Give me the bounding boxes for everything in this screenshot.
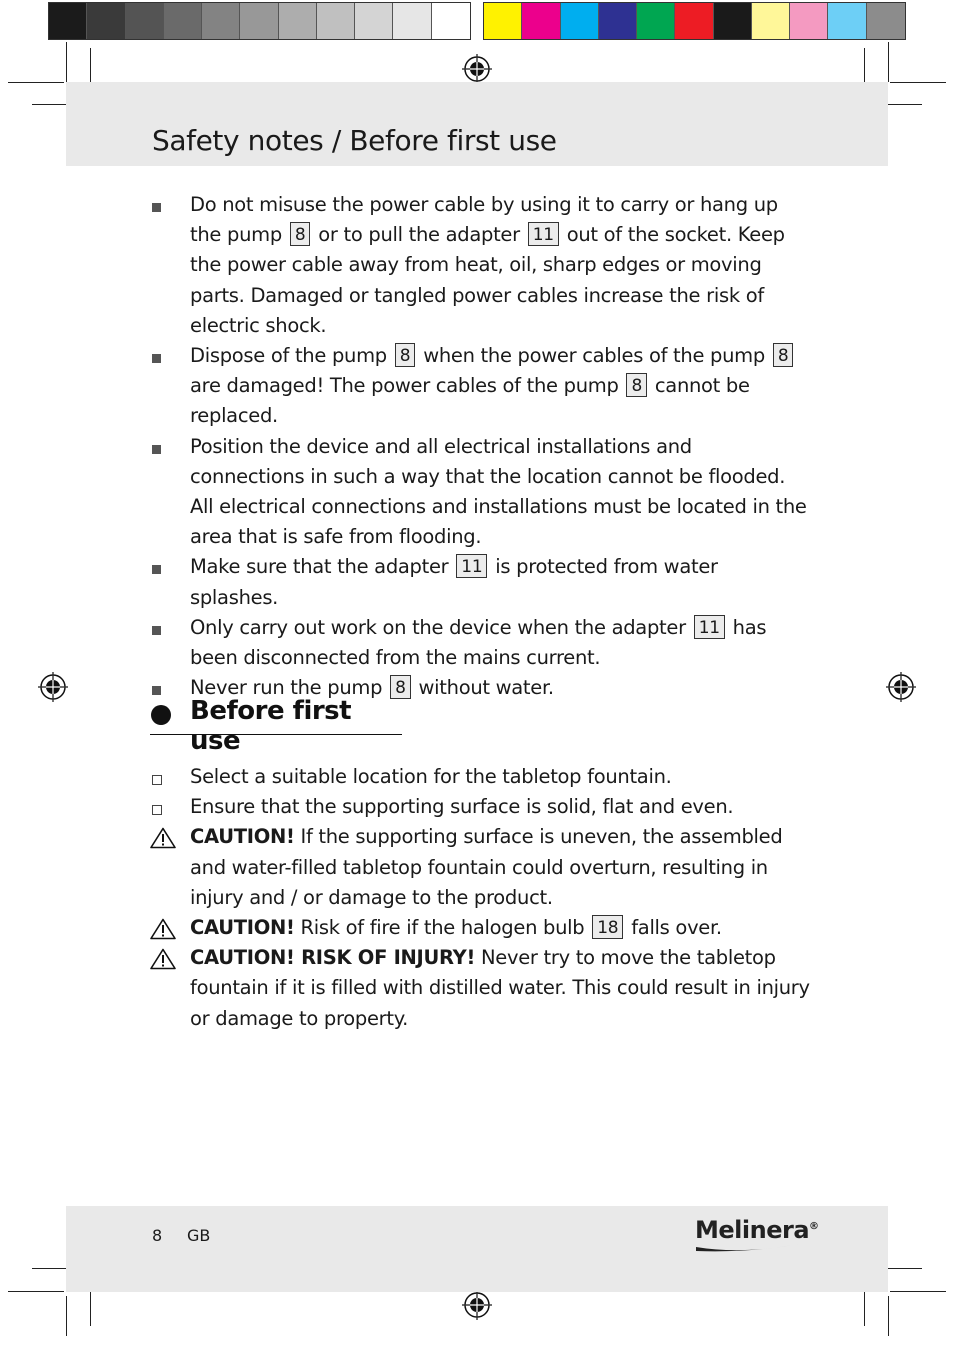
heading-bullet-icon [151,705,171,725]
part-reference-badge: 11 [456,554,487,578]
crop-mark [864,1286,865,1326]
color-swatch [867,3,905,39]
list-item [150,613,810,673]
registration-mark-icon [462,1290,492,1320]
square-bullet-icon [152,203,161,212]
item-text: has been disconnected from the mains current. [190,615,767,670]
warning-triangle-icon [150,948,176,970]
color-swatch [752,3,790,39]
checkbox-bullet-icon [152,805,162,815]
caution-label: CAUTION! [190,916,295,940]
warning-triangle-icon [150,918,176,940]
part-reference-badge: 8 [773,343,794,367]
page-title: Safety notes / Before first use [152,124,557,157]
list-item [150,913,810,943]
gray-swatch [355,3,393,39]
part-reference-badge: 8 [395,343,416,367]
crop-mark [90,1286,91,1326]
item-text: Risk of fire if the halogen bulb [294,916,591,940]
part-reference-badge: 8 [626,373,647,397]
gray-swatch [279,3,317,39]
section-heading-text: Before first use [190,696,352,756]
item-text: Position the device and all electrical installations and connections in such a way that the location cannot be flooded. All electrical connections and installations must be located in the area that is safe from flooding. [190,434,807,549]
list-item [150,341,810,432]
item-text: falls over. [625,916,722,940]
list-item [150,432,810,553]
gray-swatch [240,3,278,39]
item-text: Do not misuse the power cable by using it to carry or hang up the pump [190,193,778,247]
square-bullet-icon [152,445,161,454]
color-swatch [561,3,599,39]
caution-label: CAUTION! [190,825,295,849]
before-first-use-list [150,762,810,1034]
color-swatch [484,3,522,39]
crop-mark [66,42,67,82]
color-swatch [637,3,675,39]
color-swatch [828,3,866,39]
warning-triangle-icon [150,827,176,849]
color-swatch [675,3,713,39]
gray-swatch [317,3,355,39]
registration-mark-icon [886,672,916,702]
item-text: Never run the pump [190,676,389,700]
part-reference-badge: 11 [528,222,559,246]
list-item [150,943,810,1034]
crop-mark [8,1291,64,1292]
grayscale-color-bar [48,2,471,40]
gray-swatch [164,3,202,39]
square-bullet-icon [152,354,161,363]
brand-swoosh-icon [694,1241,806,1255]
square-bullet-icon [152,565,161,574]
caution-label: CAUTION! RISK OF INJURY! [190,946,476,970]
item-text: are damaged! The power cables of the pump [190,374,625,398]
item-text: Select a suitable location for the tabletop fountain. [190,765,672,788]
item-text: is protected from water splashes. [190,555,718,609]
registration-mark-icon [38,672,68,702]
part-reference-badge: 8 [390,675,411,699]
color-swatch [599,3,637,39]
gray-swatch [87,3,125,39]
color-swatch [790,3,828,39]
language-code: GB [187,1226,211,1245]
list-item [150,792,810,822]
crop-mark [890,82,946,83]
part-reference-badge: 18 [592,915,623,939]
item-text: Only carry out work on the device when the adapter [190,615,692,639]
brand-name: Melinera [695,1216,810,1244]
part-reference-badge: 11 [694,615,725,639]
crop-mark [66,1296,67,1336]
page-number: 8 [152,1226,163,1245]
item-text: Ensure that the supporting surface is solid, flat and even. [190,795,734,819]
item-text: Make sure that the adapter [190,555,455,579]
item-text: when the power cables of the pump [417,344,771,368]
brand-registered-mark: ® [809,1221,819,1232]
item-text: Dispose of the pump [190,344,393,368]
checkbox-bullet-icon [152,775,162,785]
gray-swatch [49,3,87,39]
crop-mark [8,82,64,83]
process-color-bar [483,2,906,40]
list-item [150,190,810,341]
list-item [150,762,810,792]
item-text: If the supporting surface is uneven, the assembled and water-filled tabletop fountain could overturn, resulting in injury and / or damage to the product. [190,825,783,909]
gray-swatch [202,3,240,39]
brand-logo [695,1216,819,1244]
crop-mark [890,1291,946,1292]
registration-mark-icon [462,54,492,84]
gray-swatch [432,3,470,39]
item-text: Never try to move the tabletop fountain if it is filled with distilled water. This could result in injury or damage to property. [190,946,810,1030]
crop-mark [888,1296,889,1336]
list-item [150,552,810,612]
safety-notes-list [150,190,810,703]
gray-swatch [126,3,164,39]
crop-mark [888,42,889,82]
color-swatch [714,3,752,39]
square-bullet-icon [152,626,161,635]
section-heading [150,694,402,756]
color-swatch [522,3,560,39]
item-text: or to pull the adapter [312,223,526,247]
item-text: out of the socket. Keep the power cable away from heat, oil, sharp edges or moving parts. Damaged or tangled power cables increase the risk of electric shock. [190,223,785,337]
item-text: without water. [412,676,554,700]
list-item [150,822,810,913]
part-reference-badge: 8 [290,222,311,246]
item-text: cannot be replaced. [190,374,750,428]
gray-swatch [393,3,431,39]
